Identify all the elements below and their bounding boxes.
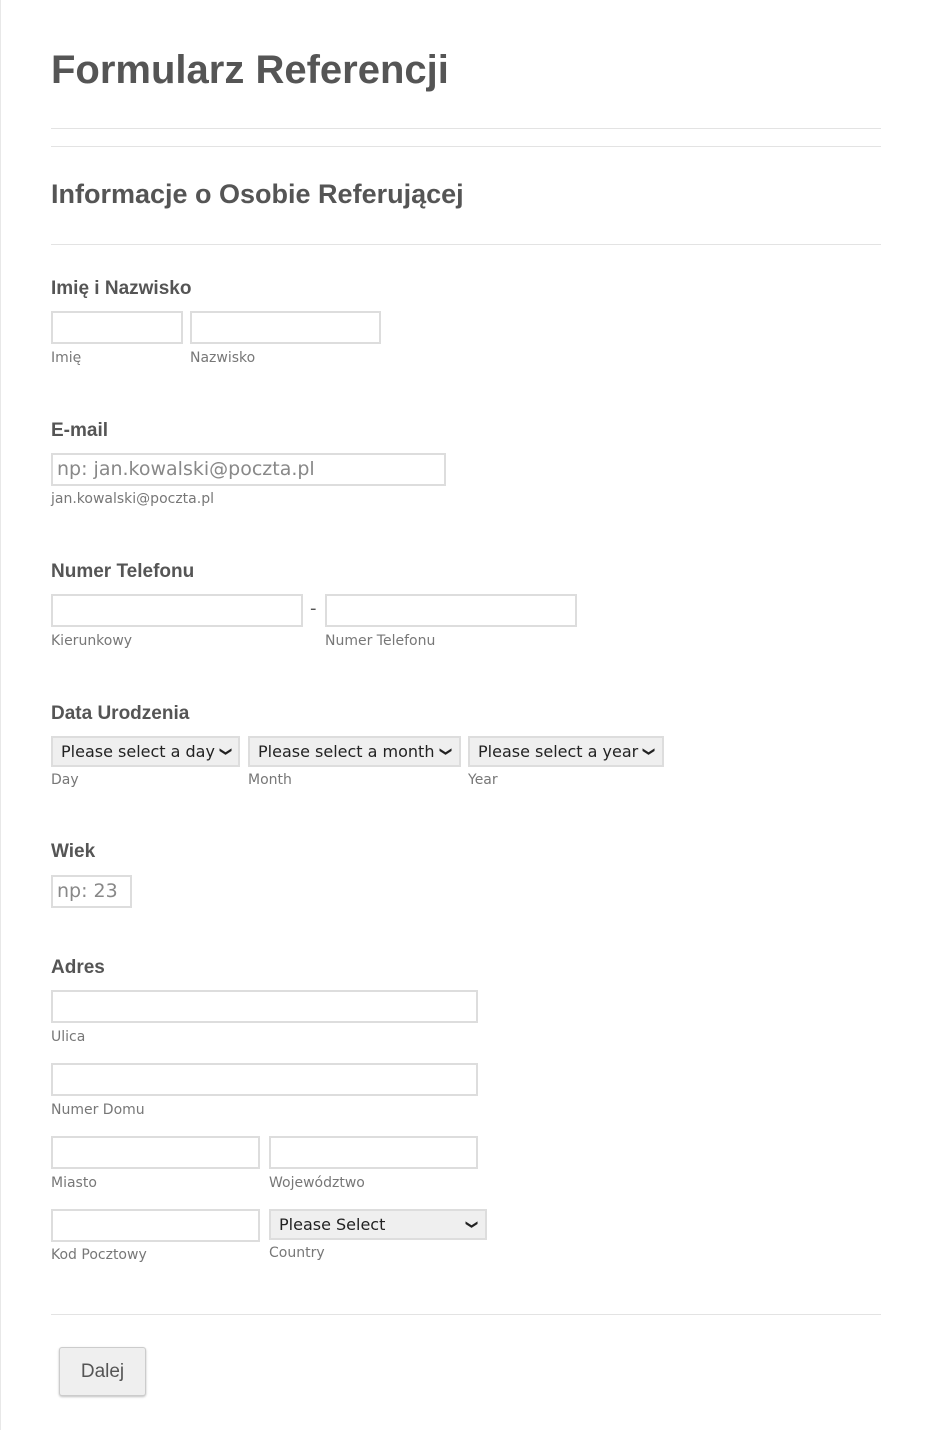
house-number-input[interactable]: [51, 1063, 478, 1096]
chevron-down-icon: ❯: [465, 1219, 480, 1230]
last-name-sublabel: Nazwisko: [190, 350, 256, 366]
divider: [51, 146, 881, 147]
day-select-value: Please select a day: [61, 742, 215, 761]
email-sublabel: jan.kowalski@poczta.pl: [51, 491, 214, 507]
last-name-input[interactable]: [190, 311, 381, 344]
age-input[interactable]: np: 23: [51, 875, 132, 908]
country-select-value: Please Select: [279, 1215, 386, 1234]
email-input[interactable]: np: jan.kowalski@poczta.pl: [51, 453, 446, 486]
city-input[interactable]: [51, 1136, 260, 1169]
email-label: E-mail: [51, 420, 109, 441]
address-label: Adres: [51, 957, 105, 978]
area-code-sublabel: Kierunkowy: [51, 633, 133, 649]
divider: [51, 244, 881, 245]
month-select[interactable]: [248, 736, 461, 767]
state-input[interactable]: [269, 1136, 478, 1169]
divider: [51, 128, 881, 129]
form-title: Formularz Referencji: [51, 48, 449, 92]
day-select[interactable]: [51, 736, 240, 767]
age-label: Wiek: [51, 841, 96, 862]
zip-sublabel: Kod Pocztowy: [51, 1247, 147, 1263]
phone-separator: -: [310, 598, 317, 619]
zip-input[interactable]: [51, 1209, 260, 1242]
city-sublabel: Miasto: [51, 1175, 97, 1191]
country-select[interactable]: [269, 1209, 487, 1240]
month-sublabel: Month: [248, 772, 292, 788]
house-number-sublabel: Numer Domu: [51, 1102, 145, 1118]
street-sublabel: Ulica: [51, 1029, 86, 1045]
section-title: Informacje o Osobie Referującej: [51, 179, 464, 209]
month-select-value: Please select a month: [258, 742, 435, 761]
first-name-input[interactable]: [51, 311, 183, 344]
day-sublabel: Day: [51, 772, 79, 788]
area-code-input[interactable]: [51, 594, 303, 627]
year-sublabel: Year: [468, 772, 498, 788]
name-label: Imię i Nazwisko: [51, 278, 192, 299]
state-sublabel: Województwo: [269, 1175, 365, 1191]
birth-date-label: Data Urodzenia: [51, 703, 190, 724]
phone-number-input[interactable]: [325, 594, 577, 627]
street-input[interactable]: [51, 990, 478, 1023]
year-select-value: Please select a year: [478, 742, 639, 761]
year-select[interactable]: [468, 736, 664, 767]
phone-label: Numer Telefonu: [51, 561, 195, 582]
phone-number-sublabel: Numer Telefonu: [325, 633, 436, 649]
chevron-down-icon: ❯: [439, 746, 454, 757]
chevron-down-icon: ❯: [642, 746, 657, 757]
chevron-down-icon: ❯: [219, 746, 234, 757]
next-button[interactable]: Dalej: [59, 1347, 146, 1396]
divider: [51, 1314, 881, 1315]
first-name-sublabel: Imię: [51, 350, 82, 366]
country-sublabel: Country: [269, 1245, 325, 1261]
